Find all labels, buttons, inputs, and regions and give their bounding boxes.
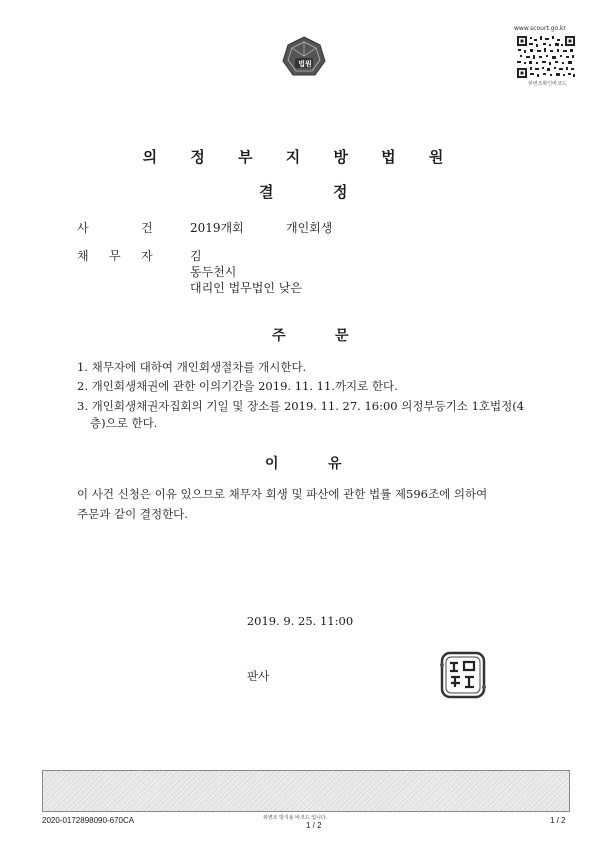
debtor-label-char: 채 [77, 249, 89, 263]
debtor-representative: 대리인 법무법인 낮은 [190, 281, 302, 295]
reason-text: 이 사건 신청은 이유 있으므로 채무자 회생 및 파산에 관한 법률 제596조에 의하여 [77, 487, 488, 501]
barcode-note: 위변조 방지용 바코드 입니다. [263, 815, 328, 821]
order-heading-char: 주 [272, 328, 286, 344]
qr-caption: 위변조확인바코드 [528, 81, 567, 87]
title-char: 정 [333, 183, 348, 201]
case-type: 개인회생 [286, 221, 333, 235]
anti-forgery-barcode-band [42, 770, 570, 812]
order-item: 2. 개인회생채권에 관한 이의기간을 2019. 11. 11.까지로 한다. [77, 379, 398, 393]
reason-heading-char: 이 [265, 456, 279, 472]
qr-code-icon [516, 35, 576, 79]
title-char: 결 [259, 183, 274, 201]
order-item: 1. 채무자에 대하여 개인회생절차를 개시한다. [77, 360, 307, 374]
decision-date: 2019. 9. 25. 11:00 [246, 614, 354, 628]
order-heading-char: 문 [335, 328, 349, 344]
case-number: 2019개회 [190, 221, 244, 235]
order-item-continuation: 층)으로 한다. [90, 416, 158, 430]
case-label-char: 사 [77, 221, 89, 235]
debtor-label-char: 무 [109, 249, 121, 263]
court-emblem-icon [282, 36, 326, 78]
court-name: 의 정 부 지 방 법 원 [142, 148, 458, 166]
reason-text: 주문과 같이 결정한다. [77, 507, 188, 521]
debtor-address: 동두천시 [190, 265, 237, 279]
document-id: 2020-0172898090-670CA [42, 816, 135, 825]
reason-heading-char: 유 [328, 456, 342, 472]
judge-seal-icon [434, 650, 492, 700]
verification-url: www.scourt.go.kr [514, 25, 566, 32]
page-indicator: 1 / 2 [550, 816, 566, 825]
debtor-label-char: 자 [141, 249, 153, 263]
page-indicator-center: 1 / 2 [306, 821, 322, 830]
case-label-char: 건 [141, 221, 153, 235]
debtor-name: 김 [190, 249, 202, 263]
emblem-label: 법원 [298, 60, 312, 68]
order-item: 3. 개인회생채권자집회의 기일 및 장소를 2019. 11. 27. 16:00 의정부등기소 1호법정(4 [77, 399, 525, 413]
judge-label: 판사 [247, 669, 270, 683]
